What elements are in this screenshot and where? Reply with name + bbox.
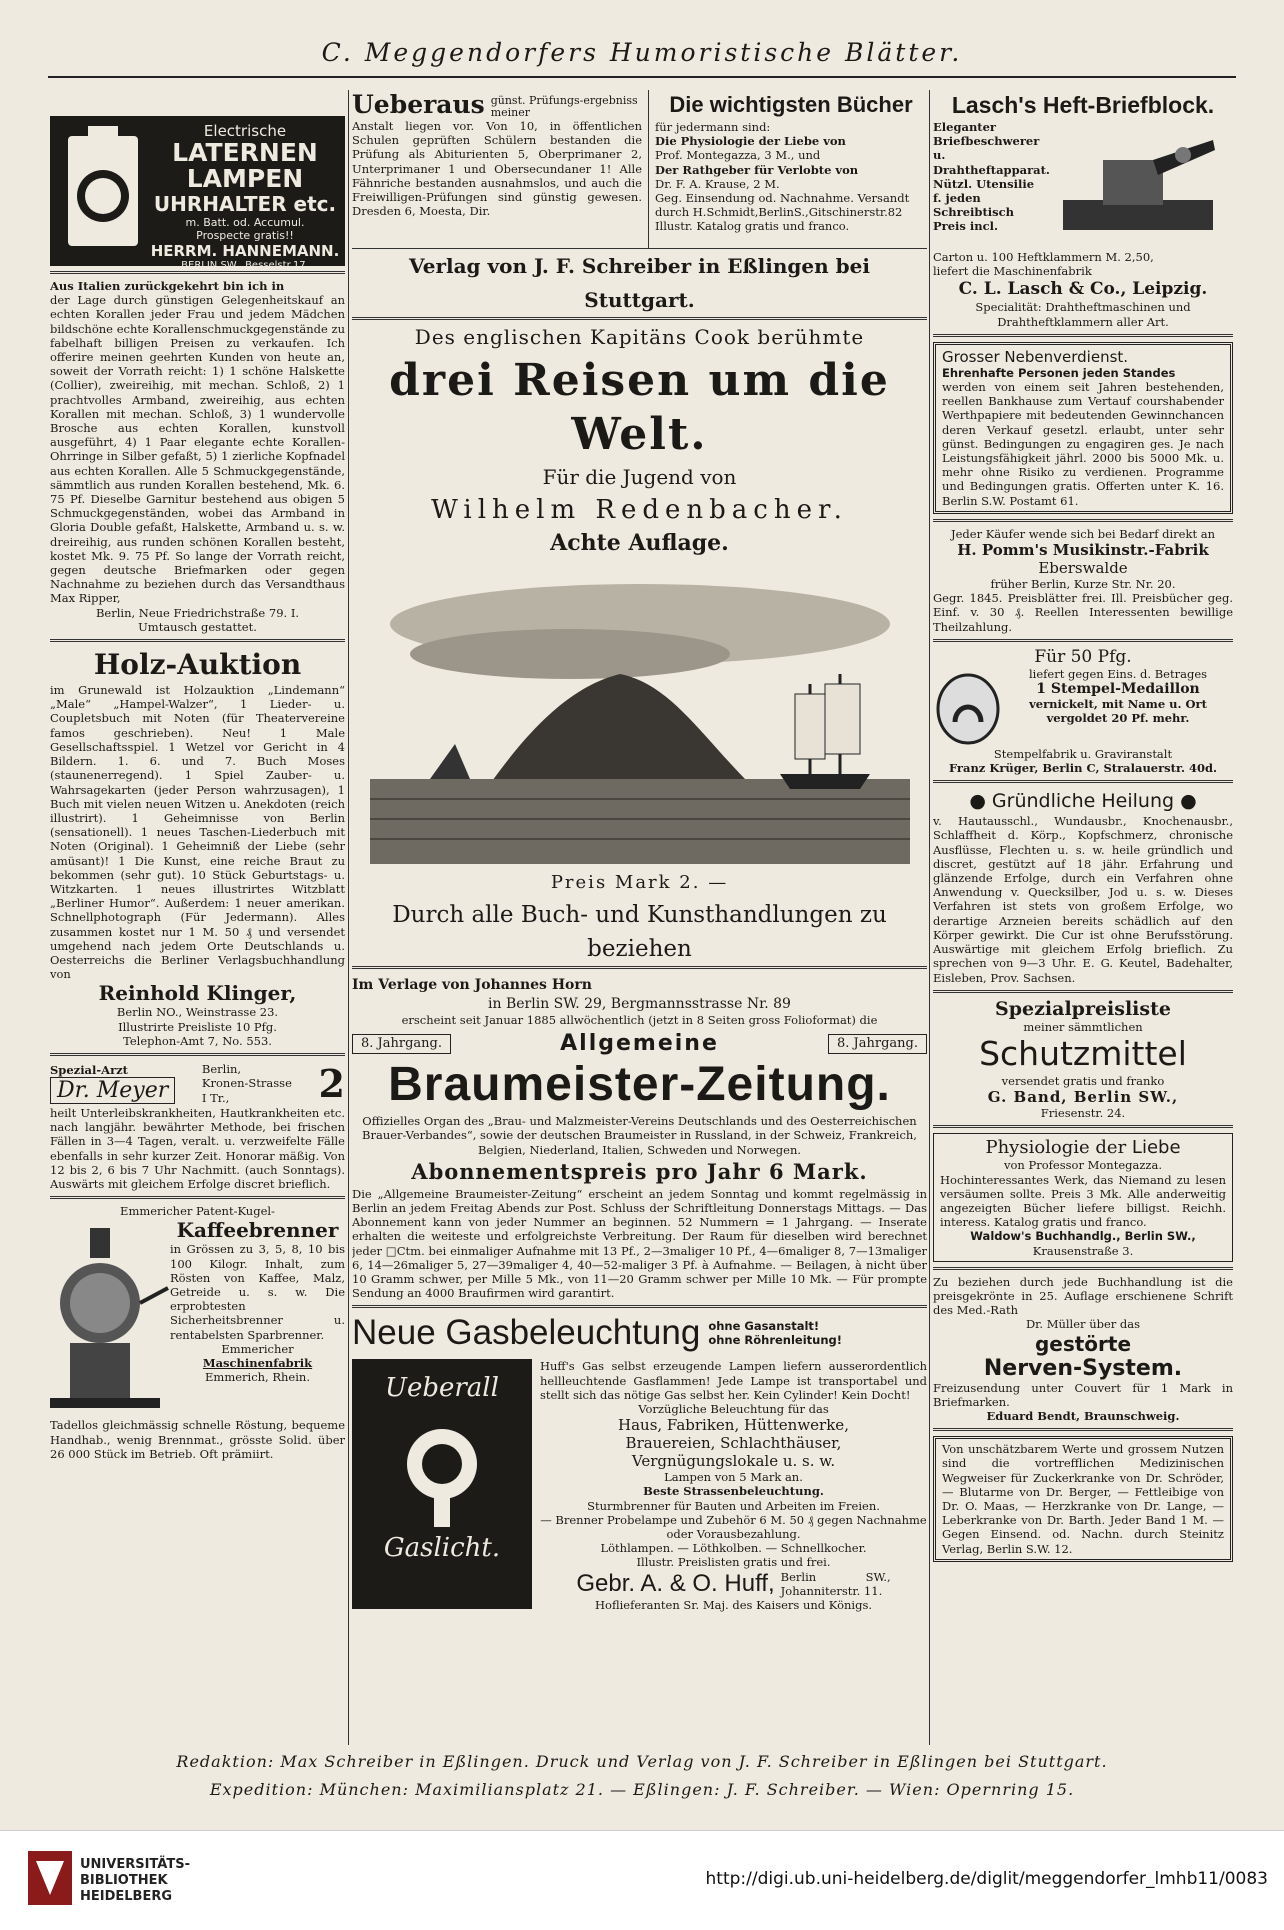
heilung-text: v. Hautausschl., Wundausbr., Knochenausbr., Schlaffheit d. Körp., Kopfschmerz, chronische Ausflüsse, Flechten u. s. w. heile gründlich und discret, gestützt auf 18 jähr. Erfahrung und glänzende Erfolge, durch ein Verfahren ohne Anwendung v. Quecksilber, Jod u. s. w. Dieses Verfahren ist stets von großem Erfolge, wo derartige Arzneien bereits schädlich auf den Körper gewirkt. Die Cur ist ohne Berufsstörung. Auswärtige mit gleichem Erfolg brieflich. Zu sprechen von 9—3 Uhr. E. G. Keutel, Badehalter, Eisleben, Prov. Sachsen. <box>933 814 1233 985</box>
neben-l1: Ehrenhafte Personen jeden Standes <box>942 365 1176 380</box>
italien-text: der Lage durch günstigen Gelegenheitskauf an echten Korallen jeder Frau und jedem Mädchen bildschöne echte Korallenschmuckgegenstände zu fabelhaft billigen Preisen zu verkaufen. Ich offerire meinen geehrten Kunden von heute an, soweit der Vorrath reicht: 1) 1 schöne Halskette (Collier), zweireihig, mit mechan. Schloß, 2) 1 prachtvolles Armband, zweireihig, aus echten Korallen mit mechan. Schloß, 3) 1 wundervolle Brosche aus echten Korallen, kunstvoll ausgeführt, 4) 1 Paar elegante echte Korallen-Ohrringe in Silber gefaßt, 5) 1 zierliche Kopfnadel aus echten Korallen. Alle 5 Schmuckgegenstände, sämmtlich aus runden Korallen bestehend, Mk. 6. 75 Pf. Dieselbe Garnitur bestehend aus obigen 5 Schmuckgegenständen, wobei das Armband in Gloria Double gefaßt, Halskette, Armband u. s. w. dreireihig, aus runden schönen Korallen besteht, kostet Mk. 9. 75 Pf. So lange der Vorrath reicht, gegen deutsche Briefmarken oder gegen Nachnahme zu beziehen durch das Versandthaus Max Ripper, <box>50 293 345 606</box>
schutz-l4: G. Band, Berlin SW., <box>987 1088 1179 1107</box>
schutz-l1: Spezialpreisliste <box>995 997 1171 1020</box>
ad-physiologie <box>933 1133 1233 1261</box>
divider <box>933 519 1233 522</box>
ad-italien <box>50 279 345 634</box>
lat-l7: HERRM. HANNEMANN. <box>150 242 340 260</box>
lat-l8: BERLIN SW., Besselstr.17. <box>181 260 309 271</box>
divider <box>933 1125 1233 1128</box>
kaffee-title: Kaffeebrenner <box>176 1218 339 1243</box>
neben-text: werden von einem seit Jahren bestehenden, reellen Bankhause zum Vertauf courshabender Werthpapiere mit bedeutenden Gewinnchancen deren Verkauf gesetzl. erlaubt, unter sehr günst. Bedingungen zu engagiren ges. Je nach Leistungsfähigkeit jährl. 2000 bis 5000 Mk. u. mehr ohne Risiko zu verdienen. Programme und Bedingungen gratis. Offerten unter K. 16. Berlin S.W. Postamt 61. <box>942 380 1224 508</box>
physio-l1: von Professor Montegazza. <box>1004 1158 1162 1173</box>
footer-line1: Redaktion: Max Schreiber in Eßlingen. Druck und Verlag von J. F. Schreiber in Eßlingen bei Stuttgart. <box>176 1752 1108 1771</box>
schutz-l3: versendet gratis und franko <box>1001 1073 1165 1088</box>
brau-v1: Im Verlage von Johannes Horn <box>352 977 592 993</box>
ueberaus-title: Ueberaus <box>352 90 485 119</box>
heilung-title: ● Gründliche Heilung ● <box>969 790 1197 813</box>
gas-t4: Brauereien, Schlachthäuser, <box>625 1434 842 1453</box>
column-divider <box>929 90 930 1745</box>
buecher-l3: Prof. Montegazza, 3 M., und <box>655 148 821 163</box>
ad-ueberaus <box>352 90 649 248</box>
brau-v3: erscheint seit Januar 1885 allwöchentlich (jetzt in 8 Seiten gross Folioformat) die <box>401 1013 878 1027</box>
buecher-l8: Illustr. Katalog gratis und franco. <box>655 219 850 234</box>
library-bar <box>0 1830 1284 1930</box>
brau-v2: in Berlin SW. 29, Bergmannsstrasse Nr. 89 <box>488 996 791 1012</box>
buecher-title: Die wichtigsten Bücher <box>669 92 913 117</box>
kaffee-co3: Emmerich, Rhein. <box>205 1370 310 1385</box>
lantern-icon <box>58 126 148 256</box>
gas-t2: Vorzügliche Beleuchtung für das <box>638 1402 829 1417</box>
gas-co: Gebr. A. & O. Huff, <box>576 1569 775 1597</box>
ad-schutzmittel <box>933 998 1233 1121</box>
stempel-l7: Franz Krüger, Berlin C, Stralauerstr. 40d. <box>948 761 1218 776</box>
gas-t11: Illustr. Preislisten gratis und frei. <box>636 1555 831 1570</box>
schutz-l5: Friesenstr. 24. <box>1040 1106 1126 1121</box>
ad-cook <box>352 249 927 969</box>
ad-gasbeleuchtung <box>352 1313 927 1612</box>
ad-kaffeebrenner <box>50 1204 345 1461</box>
cook-price: Preis Mark 2. — <box>550 872 729 893</box>
ueberaus-sub: günst. Prüfungs-ergebniss meiner <box>490 94 638 119</box>
stempel-l1: Für 50 Pfg. <box>1034 646 1132 667</box>
pomm-l3: Gegr. 1845. Preisblätter frei. Ill. Preisbücher geg. Einf. v. 30 ₰. Reellen Interessenten bewillige Theilzahlung. <box>933 591 1233 634</box>
ad-buecher <box>649 90 927 248</box>
holz-text: im Grunewald ist Holzauktion „Lindemann“ „Male“ „Hampel-Walzer“, 1 Lieder- u. Coupletsbuch mit Noten (für Theatervereine famos geschrieben). Neu! 1 Male Gesellschaftsspiel. 1 Wetzel vor Gericht in 4 Bildern. 1. 6. und 7. Buch Moses (staunenerregend). 1 Spiel Zauber- u. Wahrsagekarten (jeder Person wahrzusagen), 1 Buch mit vielen neuen Witzen u. Anekdoten (reich illustrirt). 1 Geheimnisse von Berlin (sensationell). 1 neues Taschen-Liederbuch mit Noten (Original). 1 Geheimniß der Liebe (sehr amüsant)! 1 Die Kunst, eine reiche Braut zu bekommen (sehr gut). 10 Stück Geburtstags- u. Witzkarten. 1 neues illustrirtes Witzblatt „Berliner Humor“. Außerdem: 1 neuer amerikan. Schnellphotograph (Für Jedermann). Alles zusammen kostet nur 1 M. 50 ₰ und versendet umgehend nach jedem Orte Deutschlands u. Oesterreichs die Berliner Verlagsbuchhandlung von <box>50 683 345 982</box>
gas-o1: ohne Gasanstalt! <box>708 1319 820 1334</box>
ad-nervensystem <box>933 1275 1233 1423</box>
lat-l2: LATERNEN <box>172 138 318 167</box>
divider <box>933 1267 1233 1270</box>
stempel-l6: Stempelfabrik u. Graviranstalt <box>993 746 1173 761</box>
schutz-title: Schutzmittel <box>979 1033 1187 1073</box>
physio-text: Hochinteressantes Werk, das Niemand zu lesen versäumen sollte. Preis 3 Mk. Alle anderweitig angezeigten Bücher liefere billigst. Reichh. interess. Katalog gratis und franco. <box>940 1172 1226 1230</box>
library-l3: HEIDELBERG <box>80 1889 173 1904</box>
gas-hof: Hoflieferanten Sr. Maj. des Kaisers und Königs. <box>595 1598 872 1613</box>
holz-title: Holz-Auktion <box>93 648 302 682</box>
lat-l1: Electrische <box>203 122 287 140</box>
lasch-lief: liefert die Maschinenfabrik <box>933 264 1092 279</box>
gas-text: Huff's Gas selbst erzeugende Lampen liefern ausserordentlich hellleuchtende Gasflammen! Jede Lampe ist transportabel und stellt sich das nötige Gas selbst her. Kein Cylinder! Kein Docht! <box>540 1359 927 1402</box>
nerven-l4: Nerven-System. <box>983 1355 1183 1381</box>
italien-addr: Berlin, Neue Friedrichstraße 79. I. <box>95 605 300 620</box>
holz-name: Reinhold Klinger, <box>98 981 297 1006</box>
divider <box>50 1196 345 1199</box>
stempel-l3: 1 Stempel-Medaillon <box>1036 681 1200 698</box>
gas-t6: Lampen von 5 Mark an. <box>664 1470 803 1485</box>
brau-jahr-left: 8. Jahrgang. <box>352 1034 451 1054</box>
cook-l1: Des englischen Kapitäns Cook berühmte <box>414 325 865 349</box>
divider <box>933 334 1233 337</box>
ad-steinitz <box>933 1436 1233 1562</box>
gas-t8: Sturmbrenner für Bauten und Arbeiten im Freien. <box>587 1498 880 1513</box>
stempel-l5: vergoldet 20 Pf. mehr. <box>1046 711 1190 726</box>
physio-title1: Physiologie der <box>985 1137 1127 1159</box>
gas-o2: ohne Röhrenleitung! <box>708 1333 843 1348</box>
lasch-text: Eleganter Briefbeschwerer u. Drahtheftapparat. Nützl. Utensilie f. jeden Schreibtisch Preis incl. <box>933 120 1050 234</box>
library-url[interactable]: http://digi.ub.uni-heidelberg.de/diglit/meggendorfer_lmhb11/0083 <box>705 1869 1268 1889</box>
holz-addr: Berlin NO., Weinstrasse 23. <box>116 1005 279 1020</box>
brau-title: Braumeister-Zeitung. <box>388 1058 891 1112</box>
holz-l2: Telephon-Amt 7, No. 553. <box>123 1033 272 1048</box>
meyer-c: Dr. Meyer <box>50 1077 175 1104</box>
nerven-l2: Dr. Müller über das <box>1025 1317 1141 1332</box>
lat-l3: LAMPEN <box>186 164 304 193</box>
stempel-l2: liefert gegen Eins. d. Betrages <box>1028 666 1208 681</box>
ad-heilung <box>933 788 1233 984</box>
divider <box>933 639 1233 642</box>
meyer-f: I Tr., <box>201 1090 230 1105</box>
column-middle <box>352 90 927 1745</box>
buecher-l1: für jedermann sind: <box>655 120 771 134</box>
medallion-icon <box>933 667 1003 747</box>
gas-img1: Ueberall <box>385 1373 499 1404</box>
physio-title2: Liebe <box>1131 1137 1181 1159</box>
brau-abo: Abonnementspreis pro Jahr 6 Mark. <box>411 1158 868 1184</box>
brau-jahr-right: 8. Jahrgang. <box>828 1034 927 1054</box>
pomm-l2: früher Berlin, Kurze Str. Nr. 20. <box>990 577 1176 592</box>
lamp-icon <box>382 1409 502 1529</box>
lasch-carton: Carton u. 100 Heftklammern M. 2,50, <box>933 250 1154 264</box>
physio-co: Waldow's Buchhandlg., Berlin SW., <box>970 1229 1196 1244</box>
buecher-l5: Dr. F. A. Krause, 2 M. <box>655 176 780 191</box>
buecher-l7: durch H.Schmidt,BerlinS.,Gitschinerstr.82 <box>655 205 903 220</box>
library-logo-icon <box>28 1851 72 1905</box>
lasch-co: C. L. Lasch & Co., Leipzig. <box>958 279 1208 300</box>
stapler-icon <box>1043 120 1223 250</box>
lasch-title: Lasch's Heft-Briefblock. <box>951 92 1215 118</box>
library-l2: BIBLIOTHEK <box>80 1873 168 1888</box>
brau-allg: Allgemeine <box>560 1031 719 1057</box>
cook-edition: Achte Auflage. <box>550 530 729 556</box>
cook-author: Wilhelm Redenbacher. <box>431 495 848 525</box>
holz-l1: Illustrirte Preisliste 10 Pfg. <box>118 1019 277 1034</box>
divider <box>933 1428 1233 1431</box>
library-l1: UNIVERSITÄTS- <box>80 1857 190 1872</box>
ad-stempel <box>933 647 1233 775</box>
physio-heading <box>940 1137 1226 1158</box>
nerven-l1: Zu beziehen durch jede Buchhandlung ist die preisgekrönte in 25. Auflage erschienene Schrift des Med.-Rath <box>933 1274 1233 1318</box>
steinitz-text: Von unschätzbarem Werte und grossem Nutzen sind die vortrefflichen Medizinischen Wegweiser für Zuckerkranke von Dr. Schröder, — Blutarme von Dr. Berger, — Fettleibige von Dr. O. Maas, — Herzkranke von Dr. Lange, — Leberkranke von Dr. Barth. Jeder Band 1 M. — Gegen Einsend. od. Nachn. durch Steinitz Verlag, Berlin S.W. 12. <box>942 1442 1224 1556</box>
kaffee-bottom: Tadellos gleichmässig schnelle Röstung, bequeme Handhab., wenig Brennmat., grösste Solid. über 26 000 Stück im Betrieb. Oft prämiirt. <box>50 1418 345 1461</box>
stempel-l4: vernickelt, mit Name u. Ort <box>1029 697 1207 712</box>
ueberaus-text: Anstalt liegen vor. Von 10, in öffentlichen Schulen geprüften Schülern bestanden die Prüfung als Abiturienten 5, Oberprimaner 2, Unterprimaner 1 und Obersecundaner 1! Alle Fähnriche bestanden ausnahmslos, und auch die Freiwilligen-Prüfungen sind günstig gewesen. Dresden 6, Moesta, Dir. <box>352 119 642 219</box>
buecher-l6: Geg. Einsendung od. Nachnahme. Versandt <box>655 191 910 206</box>
kaffee-co2: Maschinenfabrik <box>202 1356 313 1370</box>
lasch-spec: Specialität: Drahtheftmaschinen und Drahtheftklammern aller Art. <box>975 300 1191 329</box>
divider <box>933 780 1233 783</box>
gas-addr: Berlin SW., Johanniterstr. 11. <box>780 1569 891 1598</box>
footer-line2: Expedition: München: Maximiliansplatz 21. — Eßlingen: J. F. Schreiber. — Wien: Opernring 15. <box>209 1780 1075 1799</box>
header-rule <box>48 76 1236 78</box>
ad-dr-meyer <box>50 1061 345 1191</box>
column-divider <box>348 90 349 1745</box>
pomm-co: H. Pomm's Musikinstr.-Fabrik <box>957 541 1209 560</box>
brau-text: Die „Allgemeine Braumeister-Zeitung“ erscheint an jedem Sonntag und kommt regelmässig in Berlin an jedem Freitag Abends zur Post. Schluss der Schriftleitung Donnerstags Mittags. — Das Abonnement kann von jeder Nummer an beginnen. 52 Nummern = 1 Jahrgang. — Inserate erhalten die weiteste und erfolgreichste Verbreitung. Der Raum für dieselben wird berechnet jeder □Ctm. bei einmaliger Aufnahme mit 13 Pf., 2—3maliger 10 Pf., 4—6maliger 8, 7—13maliger 6, 14—26maliger 5, 27—39maliger 4, 40—52-maliger 3 Pf. à Aufnahme. — Beilagen, à nicht über 10 Gramm schwer, per Mille 5 Mk., von 11—20 Gramm schwer per Mille 10 Mk. — Für prompte Sendung an 4000 Braufirmen wird garantirt. <box>352 1186 927 1301</box>
ad-laternen <box>50 116 345 271</box>
meyer-text: heilt Unterleibskrankheiten, Hautkrankheiten etc. nach langjähr. bewährter Methode, bei frischen Fällen in 3—4 Tagen, veralt. u. verzweifelte Fälle ebenfalls in sehr kurzer Zeit. Honorar mäßig. Von 12 bis 2, 6 bis 7 Uhr Nachmitt. (auch Sonntags). Auswärts mit gleichem Erfolge discret brieflich. <box>50 1105 345 1191</box>
cook-dist: Durch alle Buch- und Kunsthandlungen zu beziehen <box>352 898 927 969</box>
kaffee-co1: Emmericher <box>221 1341 294 1356</box>
gas-img2: Gaslicht. <box>383 1533 501 1564</box>
nerven-l5: Freizusendung unter Couvert für 1 Mark in Briefmarken. <box>933 1380 1233 1409</box>
gaslight-illustration <box>352 1359 532 1609</box>
gas-t5: Vergnügungslokale u. s. w. <box>631 1452 836 1471</box>
column-right <box>933 90 1233 1745</box>
meyer-b: Berlin, <box>201 1062 242 1077</box>
kaffee-top: Emmericher Patent-Kugel- <box>120 1204 275 1219</box>
buecher-l2: Die Physiologie der Liebe von <box>655 134 846 149</box>
island-ship-illustration <box>370 564 910 864</box>
page-header: C. Meggendorfers Humoristische Blätter. <box>321 38 963 67</box>
column-left <box>50 90 345 1745</box>
ad-holzauktion <box>50 647 345 1048</box>
italien-head: Aus Italien zurückgekehrt bin ich in <box>50 279 285 293</box>
brau-desc: Offizielles Organ des „Brau- und Malzmeister-Vereins Deutschlands und des Oesterreichischen Brauer-Verbandes“, sowie der deutschen Braumeister in Russland, in der Schweiz, Frankreich, Belgien, Niederland, Italien, Schweden und Norwegen. <box>362 1114 917 1157</box>
divider <box>352 1305 927 1308</box>
coffee-roaster-icon <box>50 1218 170 1418</box>
cook-publisher: Verlag von J. F. Schreiber in Eßlingen bei Stuttgart. <box>352 249 927 320</box>
neben-title: Grosser Nebenverdienst. <box>942 347 1129 366</box>
buecher-l4: Der Rathgeber für Verlobte von <box>655 162 859 177</box>
divider <box>50 639 345 642</box>
gas-t7: Beste Strassenbeleuchtung. <box>643 1484 824 1499</box>
meyer-d: Kronen-Strasse <box>201 1076 292 1091</box>
divider <box>933 990 1233 993</box>
nerven-l3: gestörte <box>1034 1331 1132 1356</box>
kaffee-text: in Grössen zu 3, 5, 8, 10 bis 100 Kilogr. Inhalt, zum Rösten von Kaffee, Malz, Getreide u. s. w. Die erprobtesten Sicherheitsbrenner u. rentabelsten Sparbrenner. <box>170 1242 345 1342</box>
ad-braumeister <box>352 975 927 1300</box>
physio-addr: Krausenstraße 3. <box>1032 1243 1134 1258</box>
lat-l5: m. Batt. od. Accumul. <box>185 216 305 229</box>
italien-note: Umtausch gestattet. <box>138 619 257 634</box>
lat-l6: Prospecte gratis!! <box>196 229 294 242</box>
divider <box>50 1053 345 1056</box>
meyer-a: Spezial-Arzt <box>50 1062 128 1077</box>
gas-t9: — Brenner Probelampe und Zubehör 6 M. 50 ₰ gegen Nachnahme oder Vorausbezahlung. <box>540 1512 927 1542</box>
ad-lasch <box>933 90 1233 329</box>
gas-t10: Löthlampen. — Löthkolben. — Schnellkocher. <box>600 1541 867 1556</box>
meyer-e: 2 <box>318 1060 345 1106</box>
schutz-l2: meiner sämmtlichen <box>1023 1019 1143 1034</box>
divider <box>50 271 345 274</box>
pomm-city: Eberswalde <box>1038 559 1128 578</box>
pomm-l1: Jeder Käufer wende sich bei Bedarf direkt an <box>950 526 1215 541</box>
gas-t3: Haus, Fabriken, Hüttenwerke, <box>618 1416 849 1435</box>
ad-nebenverdienst <box>933 342 1233 514</box>
cook-l2: Für die Jugend von <box>542 465 737 489</box>
cook-title: drei Reisen um die Welt. <box>389 355 890 460</box>
nerven-l6: Eduard Bendt, Braunschweig. <box>986 1408 1180 1423</box>
lat-l4: UHRHALTER etc. <box>153 192 337 216</box>
gas-title: Neue Gasbeleuchtung <box>352 1313 701 1353</box>
ad-pomm <box>933 527 1233 634</box>
